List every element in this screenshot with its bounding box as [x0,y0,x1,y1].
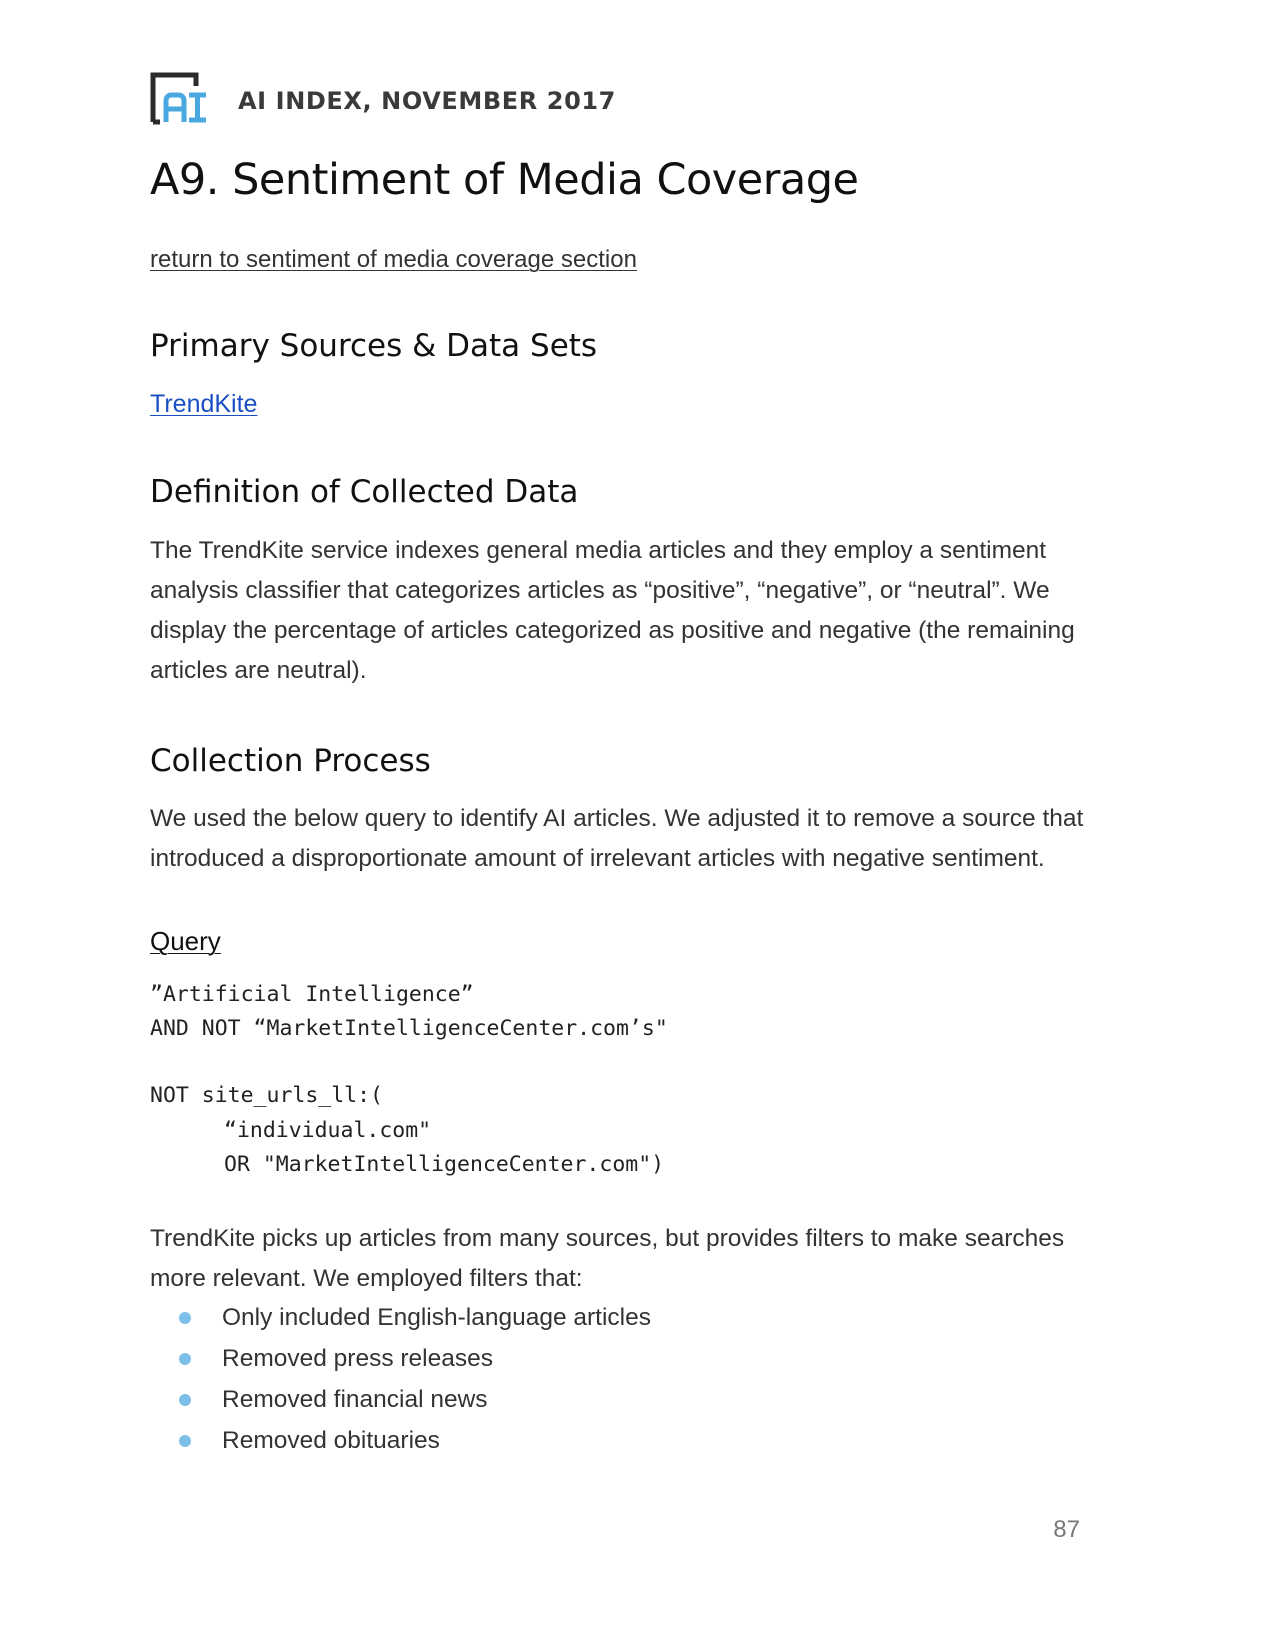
query-line: OR "MarketIntelligenceCenter.com") [224,1152,665,1177]
list-item [150,1379,651,1420]
bullet-icon [179,1312,191,1324]
bullet-icon [179,1394,191,1406]
query-line: NOT site_urls_ll:( [150,1083,383,1108]
definition-heading: Definition of Collected Data [150,474,579,510]
query-label: Query [150,926,221,956]
list-item [150,1420,651,1461]
return-to-section-link[interactable]: return to sentiment of media coverage section [150,246,637,273]
list-item [150,1338,651,1379]
query-line: AND NOT “MarketIntelligenceCenter.com’s" [150,1016,668,1041]
filter-list [150,1297,651,1461]
query-line: ”Artificial Intelligence” [150,982,474,1007]
trendkite-link[interactable]: TrendKite [150,390,258,418]
ai-index-logo [150,72,208,126]
list-item-text: Removed press releases [222,1345,493,1372]
list-item [150,1297,651,1338]
list-item-text: Removed obituaries [222,1427,440,1454]
bullet-icon [179,1435,191,1447]
filters-intro: TrendKite picks up articles from many sources, but provides filters to make searches more relevant. We employed filters that: [150,1225,1065,1292]
page-title: A9. Sentiment of Media Coverage [150,155,859,205]
bullet-icon [179,1353,191,1365]
document-page [150,0,1130,1650]
process-heading: Collection Process [150,743,431,779]
report-label: AI INDEX, NOVEMBER 2017 [238,87,616,115]
list-item-text: Only included English-language articles [222,1304,652,1331]
page-number: 87 [1053,1516,1080,1543]
sources-heading: Primary Sources & Data Sets [150,328,598,364]
definition-paragraph: The TrendKite service indexes general media articles and they employ a sentiment analysis classifier that categorizes articles as “positive”, “negative”, or “neutral”. We display the percentage of articles categorized as positive and negative (the remaining articles are neutral). [150,537,1075,684]
query-line: “individual.com" [224,1118,432,1143]
report-header [150,72,616,126]
process-paragraph: We used the below query to identify AI articles. We adjusted it to remove a source that introduced a disproportionate amount of irrelevant articles with negative sentiment. [150,805,1084,872]
list-item-text: Removed financial news [222,1386,488,1413]
